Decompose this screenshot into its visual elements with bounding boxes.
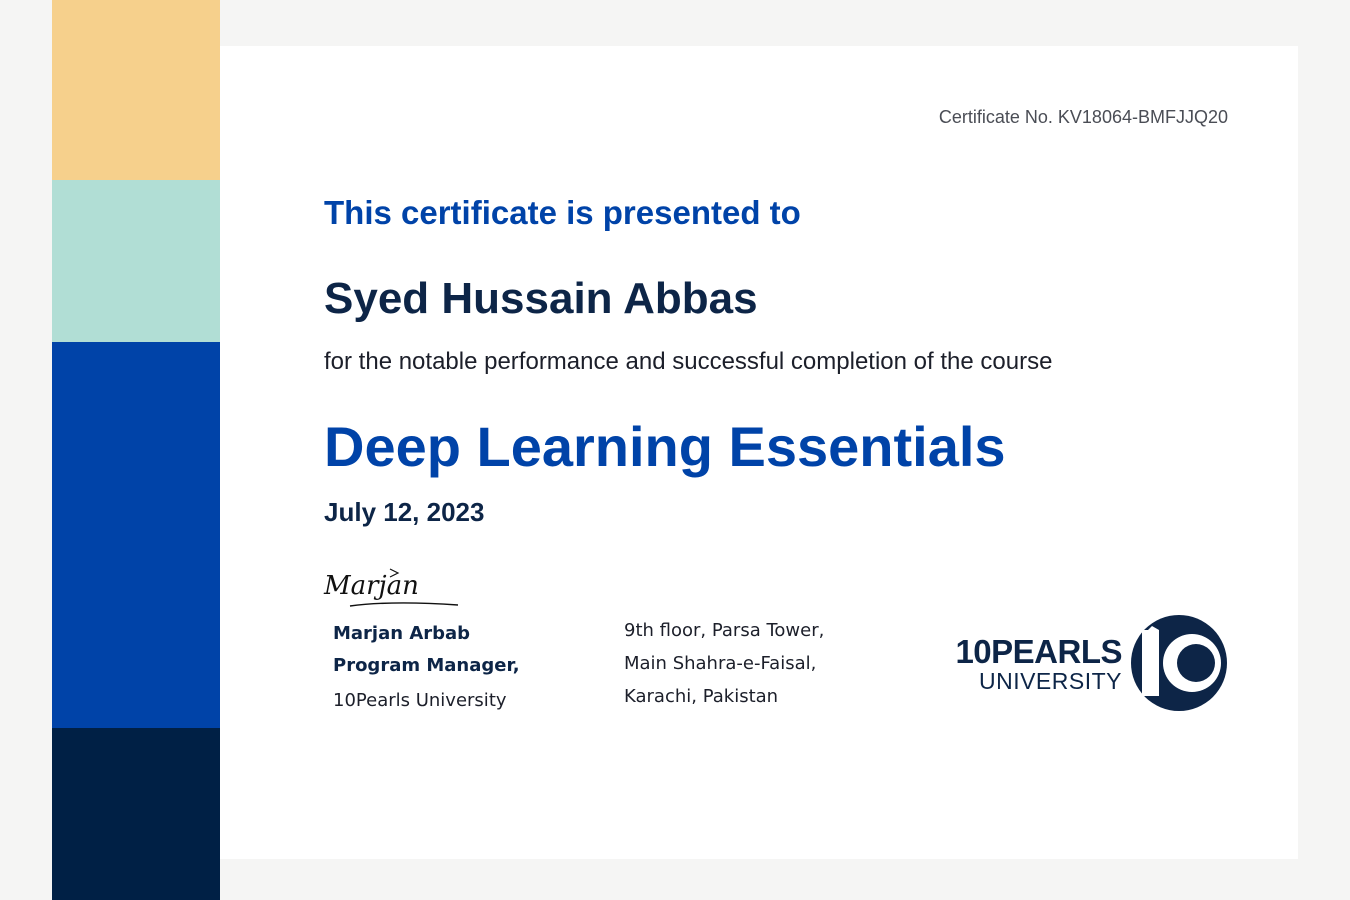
completion-statement: for the notable performance and successful completion of the course	[324, 348, 1053, 375]
address-line-2: Main Shahra-e-Faisal,	[624, 653, 817, 674]
address-block	[624, 614, 824, 713]
address-line-3: Karachi, Pakistan	[624, 686, 779, 707]
peach-band	[52, 0, 220, 180]
signatory-name: Marjan Arbab	[333, 623, 471, 644]
signature-underline	[350, 603, 458, 606]
blue-band	[52, 342, 220, 728]
signatory-block	[333, 618, 520, 717]
recipient-name: Syed Hussain Abbas	[324, 274, 758, 323]
signatory-role: Program Manager,	[333, 655, 520, 676]
10pearls-university-logo	[946, 614, 1228, 712]
certificate-sheet	[220, 46, 1298, 859]
completion-date: July 12, 2023	[324, 497, 485, 527]
logo-emblem-icon	[1130, 614, 1228, 712]
presented-heading: This certificate is presented to	[324, 194, 801, 231]
course-title: Deep Learning Essentials	[324, 415, 1006, 478]
signatory-organization: 10Pearls University	[333, 690, 507, 711]
address-line-1: 9th floor, Parsa Tower,	[624, 620, 825, 641]
signature-text: Marjan	[324, 571, 419, 601]
signature-image	[320, 558, 462, 614]
certificate-number: Certificate No. KV18064-BMFJJQ20	[938, 107, 1228, 127]
decorative-color-bar	[52, 0, 220, 900]
logo-subtitle: UNIVERSITY	[978, 668, 1122, 694]
logo-emblem-one	[1142, 630, 1159, 696]
navy-band	[52, 728, 220, 900]
logo-wordmark: 10PEARLS	[955, 633, 1122, 670]
mint-band	[52, 180, 220, 342]
logo-emblem-zero-hole	[1177, 644, 1215, 682]
